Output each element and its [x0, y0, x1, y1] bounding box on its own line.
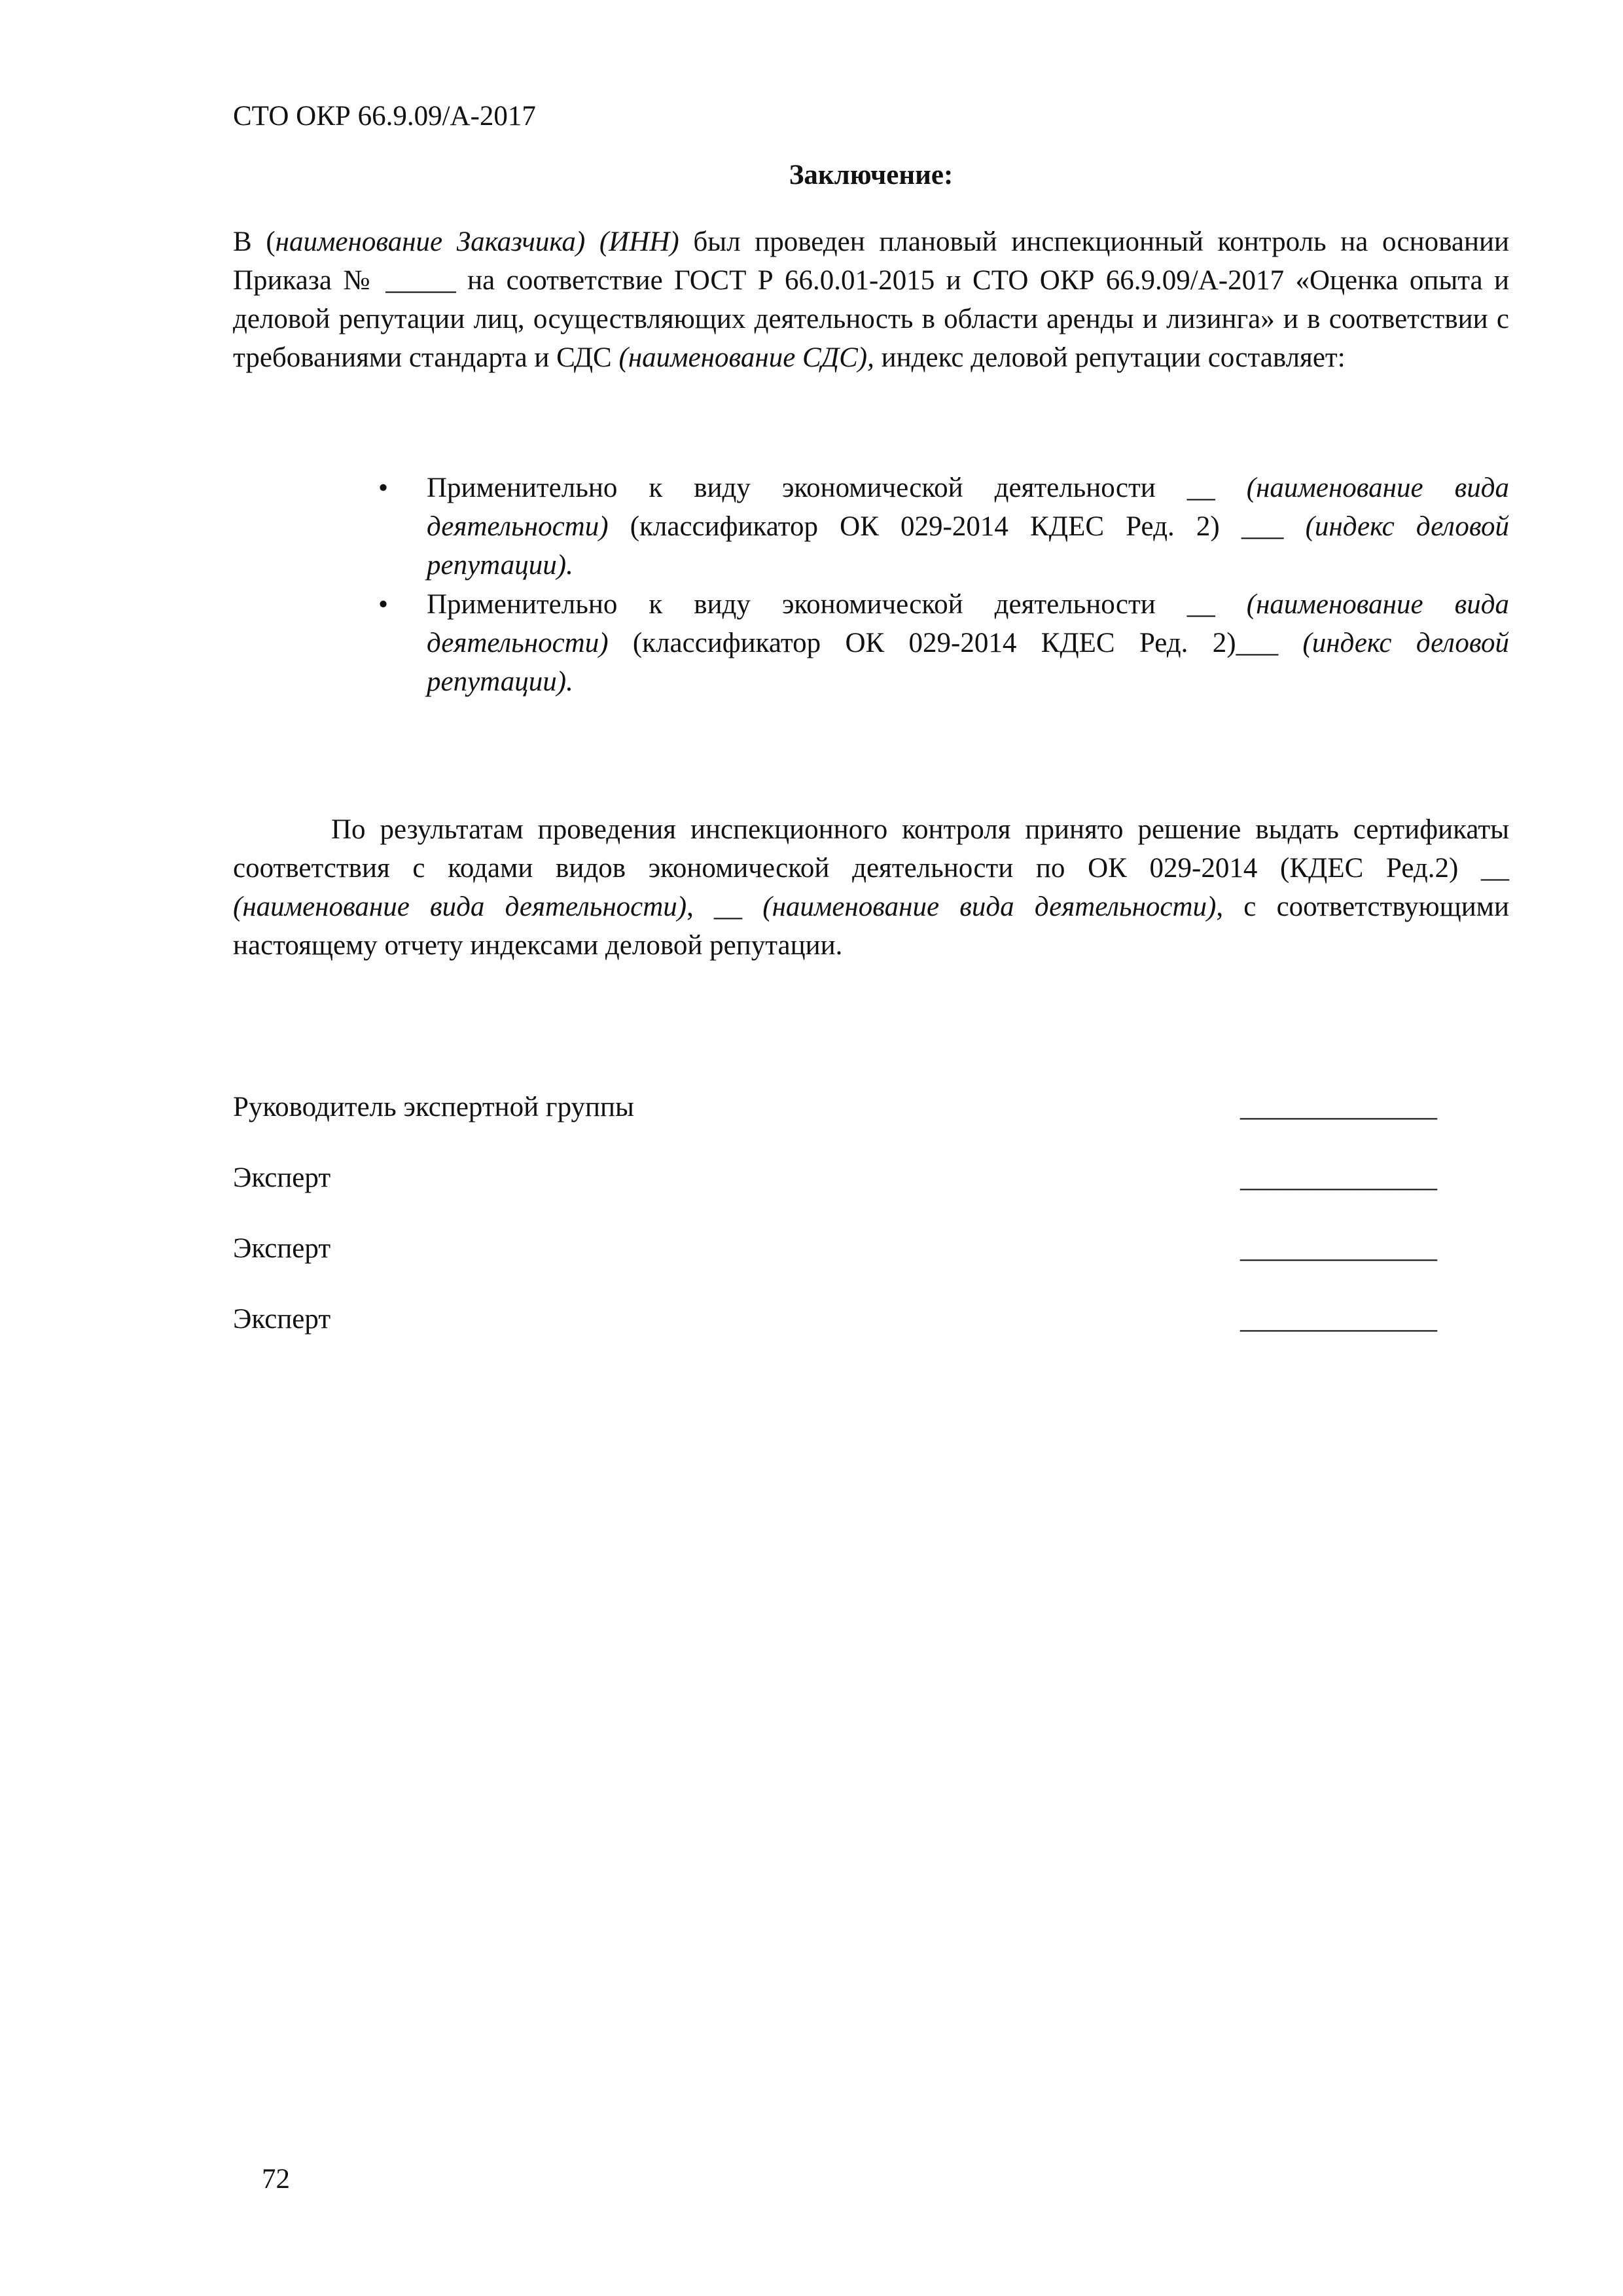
intro-text-2: был проведен плановый инспекционный контроль на основании Приказа № _____ на соответствие ГОСТ Р 66.0.01-2015 и СТО ОКР 66.9.09/А-2017 «Оценка опыта и деловой репутации лиц, осуществляющих деятельность в области аренды и лизинга» и в соответствии с требованиями стандарта и СДС	[233, 226, 1510, 373]
conclusion-paragraph	[233, 810, 1509, 965]
signature-role: Эксперт	[233, 1304, 331, 1335]
intro-italic-2: (наименование СДС),	[618, 342, 874, 373]
page-number: 72	[262, 2164, 290, 2195]
signature-row	[233, 1158, 1437, 1229]
signature-row	[233, 1088, 1437, 1158]
signature-line: ______________	[1240, 1304, 1437, 1335]
conclusion-italic-2: (наименование вида деятельности)	[762, 891, 1217, 922]
bullet-italic-1: (наименование вида деятельности)	[427, 589, 1510, 658]
bullet-item	[378, 585, 1510, 701]
conclusion-text-2: , __	[687, 891, 763, 922]
bullet-icon: •	[378, 589, 389, 620]
conclusion-text-1: По результатам проведения инспекционного контроля принято решение выдать сертификаты соответствия с кодами видов экономической деятельности по ОК 029-2014 (КДЕС Ред.2) __	[233, 814, 1509, 884]
bullet-text-2: (классификатор ОК 029-2014 КДЕС Ред. 2)___	[608, 628, 1303, 658]
bullet-text-1: Применительно к виду экономической деятельности __	[427, 473, 1247, 503]
signature-role: Эксперт	[233, 1162, 331, 1193]
intro-paragraph	[233, 223, 1509, 377]
document-code: СТО ОКР 66.9.09/А-2017	[233, 101, 536, 132]
bullet-italic-2: (индекс деловой репутации).	[427, 628, 1509, 697]
intro-text-1: В (	[233, 226, 276, 257]
bullet-text-1: Применительно к виду экономической деятельности __	[427, 589, 1247, 620]
bullet-item	[378, 469, 1510, 584]
bullet-text-2: (классификатор ОК 029-2014 КДЕС Ред. 2) ___	[608, 511, 1306, 542]
intro-italic-1: наименование Заказчика) (ИНН)	[275, 226, 679, 257]
signature-row	[233, 1229, 1437, 1300]
bullet-italic-2: (индекс деловой репутации).	[427, 511, 1510, 581]
bullet-icon: •	[378, 473, 389, 503]
section-title: Заключение:	[789, 160, 954, 190]
signature-line: ______________	[1240, 1233, 1437, 1264]
signature-role: Руководитель экспертной группы	[233, 1092, 634, 1122]
conclusion-text-3: , с соответствующими настоящему отчету индексами деловой репутации.	[233, 891, 1510, 961]
intro-text-3: индекс деловой репутации составляет:	[874, 342, 1346, 373]
signature-role: Эксперт	[233, 1233, 331, 1264]
activity-bullet-list	[378, 469, 1510, 702]
signature-row	[233, 1300, 1437, 1371]
bullet-italic-1: (наименование вида деятельности)	[427, 473, 1510, 542]
signature-line: ______________	[1240, 1162, 1437, 1193]
signature-block	[233, 1088, 1437, 1371]
signature-line: ______________	[1240, 1092, 1437, 1122]
conclusion-italic-1: (наименование вида деятельности)	[233, 891, 687, 922]
